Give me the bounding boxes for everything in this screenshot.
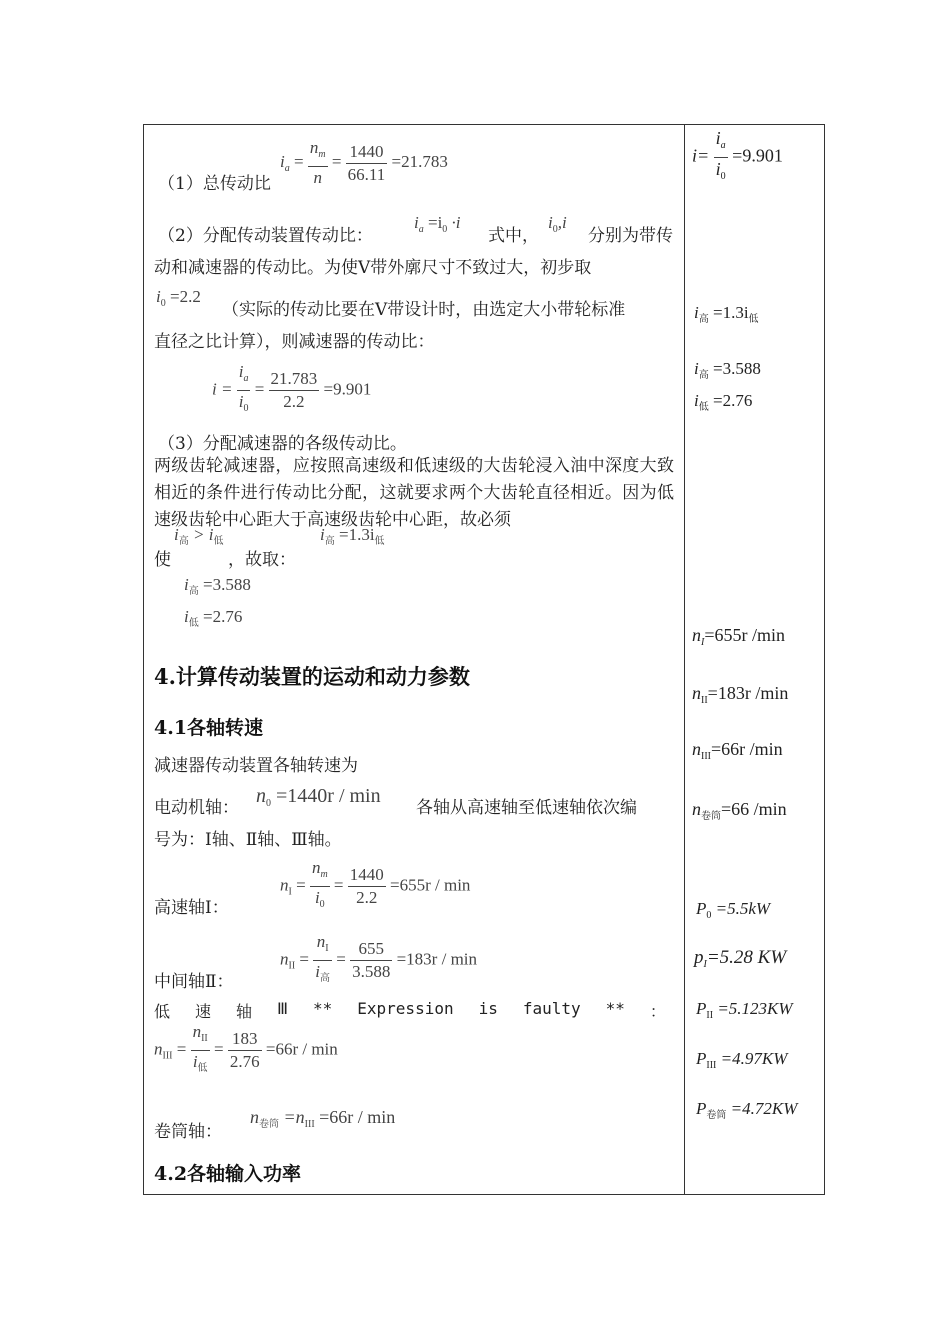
ratio-vars: $i_0,i$ — [548, 213, 567, 235]
stage-allocation-paragraph: 两级齿轮减速器，应按照高速级和低速级的大齿轮浸入油中深度大致相近的条件进行传动比分配，这就要求两个大齿轮直径相近。因为低速级齿轮中心距大于高速级齿轮中心距，故必须 — [154, 456, 674, 530]
motor-speed-equation: $n_0 =1440r / \min$ — [256, 785, 381, 809]
shaft-3-power-result: $P_{III} =4.97KW$ — [696, 1049, 788, 1071]
belt-ratio-value: $i_0 =2.2$ — [156, 287, 201, 309]
reducer-ratio-result: i= $\frac{i_a}{i_0}$ =9.901 — [692, 128, 783, 182]
drum-speed-result: $n_{卷筒}=66$ /min — [692, 799, 787, 822]
column-divider — [684, 125, 685, 1194]
motor-power-result: $P_0 =5.5kW$ — [696, 899, 771, 921]
shaft-2-speed-result: $n_{II}=183r$ /min — [692, 683, 789, 706]
allocation-line-4: 直径之比计算），则减速器的传动比： — [154, 332, 435, 352]
total-ratio-label: （1）总传动比 — [158, 174, 271, 194]
section-4-heading: 4.计算传动装置的运动和动力参数 — [154, 664, 470, 689]
ratio-product-equation: $i_a =i_0 \cdot i$ — [414, 213, 461, 235]
total-ratio-equation: $i_a$ = $\frac{n_m}{n}$ = $\frac{1440}{66.11}$ =21.783 — [280, 138, 448, 187]
drum-power-result: $P_{卷筒} =4.72KW$ — [696, 1099, 798, 1121]
shaft-1-speed-result: $n_I=655r$ /min — [692, 625, 785, 648]
allocation-line-2: 动和减速器的传动比。为使V带外廓尺寸不致过大，初步取 — [154, 258, 592, 278]
shaft-2-power-result: $P_{II} =5.123KW$ — [696, 999, 793, 1021]
section-4-1-heading: 4.1各轴转速 — [154, 717, 264, 739]
stage-allocation-title: （3）分配减速器的各级传动比。 — [158, 434, 407, 454]
low-stage-ratio: $i_低 =2.76$ — [184, 607, 243, 629]
section-4-2-heading: 4.2各轴输入功率 — [154, 1163, 302, 1185]
drum-shaft-equation: $n_{卷筒} =n_{III} =66r / \min$ — [250, 1107, 396, 1130]
shaft-1-power-result: $p_I=5.28$ KW — [694, 947, 787, 970]
numbering-text-line-2: 号为：Ⅰ轴、Ⅱ轴、Ⅲ轴。 — [154, 830, 342, 850]
ratio-inequality: $i_高 > i_低$ — [174, 525, 224, 547]
therefore-label: ，故取： — [228, 550, 296, 570]
motor-shaft-label: 电动机轴： — [154, 798, 239, 818]
high-shaft-label: 高速轴Ⅰ： — [154, 898, 229, 918]
allocation-line-3: （实际的传动比要在V带设计时，由选定大小带轮标准 — [222, 300, 626, 320]
shaft-3-speed-result: $n_{III}=66r$ /min — [692, 739, 783, 762]
numbering-text: 各轴从高速轴至低速轴依次编 — [416, 798, 637, 818]
mid-shaft-equation: $n_{II}$ = $\frac{n_I}{i_高}$ = $\frac{655}{3.588}$ =183r / min — [280, 932, 478, 984]
low-shaft-equation: $n_{III}$ = $\frac{n_{II}}{i_低}$ = $\frac{183}{2.76}$ =66r / min — [154, 1022, 338, 1074]
section-4-1-intro: 减速器传动装置各轴转速为 — [154, 756, 358, 776]
ratio-split-result: $i_高 =1.3i_低$ — [694, 303, 759, 325]
high-stage-ratio: $i_高 =3.588$ — [184, 575, 251, 597]
low-ratio-result: $i_低 =2.76$ — [694, 391, 753, 413]
mid-shaft-label: 中间轴Ⅱ： — [154, 972, 234, 992]
low-shaft-label: 低 速 轴 Ⅲ ** Expression is faulty ** ： — [154, 999, 666, 1021]
where-label: 式中， — [488, 226, 539, 246]
reducer-ratio-equation: i = $\frac{i_a}{i_0}$ = $\frac{21.783}{2.2}$ =9.901 — [212, 362, 372, 414]
allocation-text-end: 分别为带传 — [588, 226, 673, 246]
drum-shaft-label: 卷筒轴： — [154, 1122, 222, 1142]
ratio-split-equation: $i_高 =1.3i_低$ — [320, 525, 385, 547]
high-shaft-equation: $n_I$ = $\frac{n_m}{i_0}$ = $\frac{1440}{2.2}$ =655r / min — [280, 858, 471, 910]
allocation-intro: （2）分配传动装置传动比： — [158, 226, 373, 246]
high-ratio-result: $i_高 =3.588$ — [694, 359, 761, 381]
use-label: 使 — [154, 550, 171, 570]
calculation-table — [143, 124, 825, 1195]
